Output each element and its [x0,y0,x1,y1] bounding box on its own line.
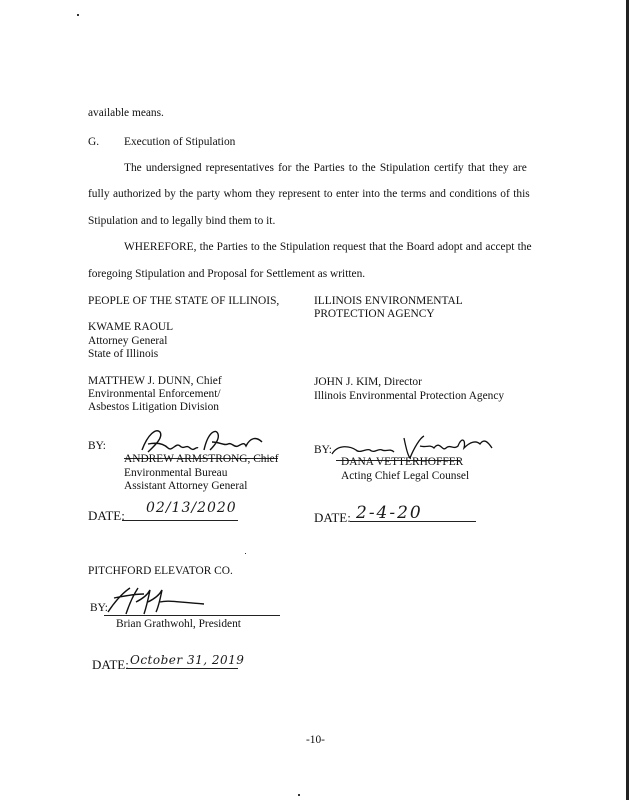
signer-title: Assistant Attorney General [124,480,248,492]
signer-name: Brian Grathwohl, President [116,618,241,630]
agency-name: Illinois Environmental Protection Agency [314,390,505,402]
party-people: PEOPLE OF THE STATE OF ILLINOIS, [88,295,280,307]
party-iepa: ILLINOIS ENVIRONMENTAL [314,295,463,307]
scan-speck [77,14,79,16]
by-label: BY: [90,602,108,614]
body-line: Stipulation and to legally bind them to it. [88,215,276,227]
body-line: WHEREFORE, the Parties to the Stipulation request that the Board adopt and accept the [124,241,532,253]
by-label: BY: [88,440,106,452]
ag-state: State of Illinois [88,348,159,360]
section-letter: G. [88,136,100,148]
party-iepa: PROTECTION AGENCY [314,308,435,320]
signer-name: DANA VETTERHOFFER [341,456,464,468]
scan-speck [298,794,300,796]
body-line: fully authorized by the party whom they represent to enter into the terms and conditions of this [88,188,530,200]
ag-name: KWAME RAOUL [88,321,174,333]
chief-name: MATTHEW J. DUNN, Chief [88,375,222,387]
body-line: available means. [88,107,164,119]
ag-title: Attorney General [88,335,168,347]
body-line: foregoing Stipulation and Proposal for Settlement as written. [88,268,366,280]
handwritten-date: 02/13/2020 [146,500,237,516]
scan-speck [245,553,246,554]
signer-title: Acting Chief Legal Counsel [341,470,470,482]
signer-name: ANDREW ARMSTRONG, Chief [124,453,279,465]
date-label: DATE: [92,657,129,672]
section-title: Execution of Stipulation [124,136,236,148]
date-label: DATE: [88,508,125,523]
handwritten-date: October 31, 2019 [130,653,245,667]
date-line [126,668,238,669]
handwritten-date: 2-4-20 [356,503,423,523]
chief-division: Asbestos Litigation Division [88,401,219,413]
date-line [350,521,476,522]
director-name: JOHN J. KIM, Director [314,376,422,388]
signature-line [104,615,280,616]
company-name: PITCHFORD ELEVATOR CO. [88,565,233,577]
page-number: -10- [306,734,325,746]
date-line [122,520,238,521]
by-label: BY: [314,444,332,456]
date-label: DATE: [314,510,351,525]
chief-title: Environmental Enforcement/ [88,388,221,400]
signer-title: Environmental Bureau [124,467,228,479]
body-line: The undersigned representatives for the Parties to the Stipulation certify that they are [124,162,527,174]
